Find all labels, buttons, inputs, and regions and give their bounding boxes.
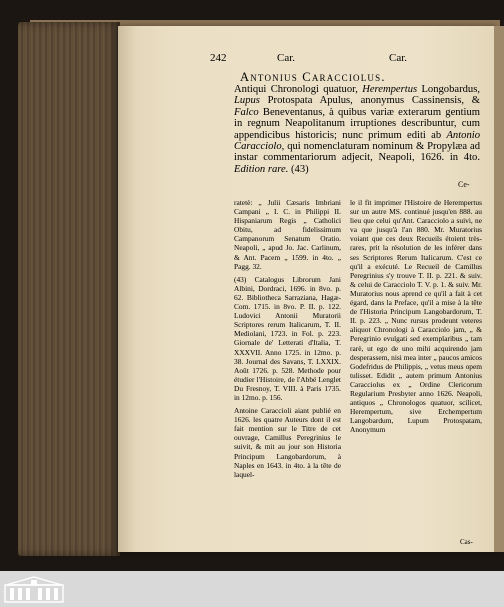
- running-headword-right: Car.: [389, 52, 408, 64]
- intro-text: Protospata Apulus, anonymus Cassinensis, &: [259, 95, 480, 107]
- intro-footnote-ref: (43): [288, 163, 309, 175]
- intro-name: Antonio Caracciolo: [234, 129, 480, 153]
- book-right-edge: [494, 26, 504, 552]
- running-headword-left: Car.: [277, 52, 296, 64]
- intro-name: Lupus: [234, 95, 260, 107]
- entry-intro: [234, 84, 480, 175]
- intro-text: , qui nomenclaturam nominum & Propylæa ad instar commentariorum adjecit, Neapoli, 1626. in 4to.: [234, 141, 480, 164]
- footnote-paragraph: ratetè: „ Julii Cæsaris Imbriani Campani „ I. C. in Philippi II. Hispaniarum Regis „ Catholici Obitu, ad fidelissimum Campanorum Senatum Oratio. Neapoli, „ apud Jo. Jac. Carlinum, & Ant. Pacem „ 1599. in 4to. „ Pagg. 32.: [234, 198, 341, 271]
- intro-name: Herempertus: [362, 84, 418, 95]
- catchword-top: Ce-: [458, 180, 470, 189]
- page-number: 242: [210, 52, 227, 64]
- footnote-paragraph: (43) Catalogus Librorum Jani Albini, Dordraci, 1696. in 8vo. p. 62. Bibliotheca Sarraziana, Hagæ-Com. 1715. in 8vo. P. II. p. 122. Ludovici Antonii Muratorii Scriptores rerum Italicarum, T. II. Mediolani, 1723. in Fol. p. 223. Giornale de' Letterati d'Italia, T. XXXVII. Anno 1725. in 12mo. p. 38. Journal des Savans, T. LXXIX. Août 1726. p. 528. Methode pour étudier l'Histoire, de l'Abbé Lenglet Du Fresnoy, T. VIII. à Paris 1735. in 12mo. p. 156.: [234, 274, 341, 402]
- intro-name: Falco: [234, 106, 259, 118]
- intro-edition-note: Edition rare.: [234, 163, 289, 175]
- footnote-column-left: [234, 198, 341, 483]
- footnote-column-right: [350, 198, 482, 438]
- intro-text: Antiqui Chronologi quatuor,: [234, 84, 363, 95]
- catchword-bottom: Cas-: [460, 538, 473, 546]
- footnote-paragraph: Antoine Caraccioli aiant publié en 1626. les quatre Auteurs dont il est fait mention sur le Titre de cet ouvrage, Camillus Peregrinius le suivit, & mit au jour son Historia Principum Langobardorum, à Naples en 1643. in 4to. à la tête de laquel-: [234, 406, 341, 479]
- footer-band: [0, 571, 504, 607]
- library-building-logo: [4, 575, 64, 603]
- intro-text: Longobardus,: [417, 84, 480, 95]
- book-page-edges: [18, 22, 120, 556]
- footnote-paragraph: le il fit imprimer l'Histoire de Herempertus sur un autre MS. continué jusqu'en 888. au lieu que celui qu'Ant. Caracciolo a suivi, ne va que jusqu'à l'an 880. Mr. Muratorius voiant que ces deux Recueils étoient très-rares, prit la résolution de les inférer dans ses Scriptores Rerum Italicarum. C'est ce qu'il a exécuté. Le Recueil de Camillus Peregrinius s'y trouve T. II. p. 221. & suiv. & celui de Caracciolo T. V. p. 1. & suiv. Mr. Muratorius nous aprend ce qu'il a fait à cet égard, dans la Preface, qu'il a mise à la tête de l'Historia Principum Langobardorum, T. II. p. 223. „ Nunc rursus prodeunt veteres aliquot Chronologi à Caracciolo jam, „ & Peregrinio evulgati sed exemplaribus „ tam rarè, ut ego de uno mihi acquirendo jam desperassem, nisi mea inter „ paucos amicos Godefridus de Philippis, „ vetus meus opem tulisset. Edidit „ autem primum Antonius Caracciolus ex „ Ordine Clericorum Regularium Presbyter anno 1626. Neapoli, antiquos „ Chronologos quatuor, scilicet, Herempertum, sive Erchempertum Langobardum, Lupum Protospatam, Anonymum: [350, 198, 482, 435]
- intro-text: Beneventanus, à quibus variæ exterarum gentium in regnum Neapolitanum irruptiones describuntur, cum appendicibus historicis; nunc primum editi ab: [234, 106, 480, 141]
- entry-title: Antonius Caracciolus.: [240, 70, 386, 84]
